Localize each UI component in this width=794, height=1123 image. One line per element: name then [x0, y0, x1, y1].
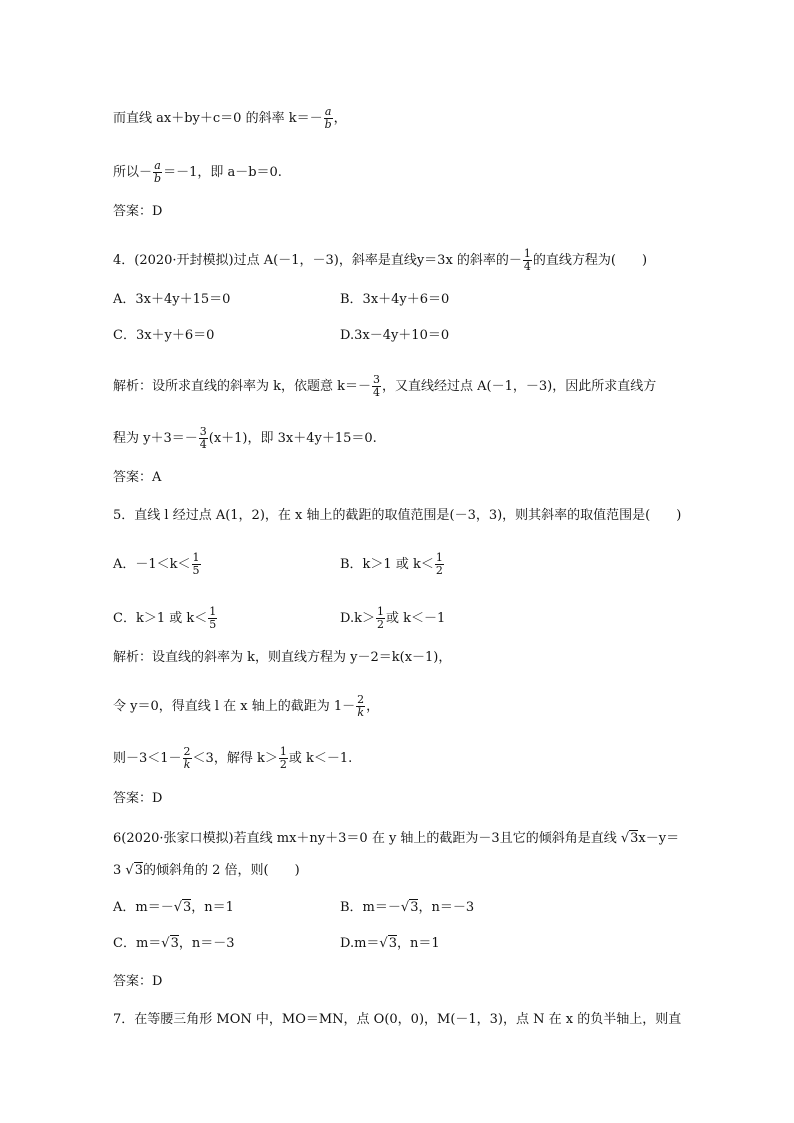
denominator: 2	[376, 618, 384, 631]
sqrt-symbol: √3	[379, 936, 397, 951]
numerator: 1	[435, 551, 443, 564]
solution-line-slope	[113, 106, 347, 131]
text: ，n＝－3	[418, 900, 475, 915]
text: 3	[113, 863, 126, 878]
text: ，	[333, 111, 347, 126]
text: 4．(2020·开封模拟)过点 A(－1，－3)，斜率是直线y＝3x 的斜率的－	[113, 253, 522, 268]
question-6-line1	[113, 831, 679, 847]
option-5a	[113, 552, 202, 577]
denominator: 5	[209, 618, 217, 631]
fraction	[208, 606, 217, 631]
option-4a: A．3x＋4y＋15＝0	[113, 292, 231, 307]
fraction	[324, 106, 333, 131]
text: x－y＝	[638, 831, 680, 846]
text: 则－3＜1－	[113, 751, 182, 766]
fraction	[356, 694, 365, 719]
fraction	[376, 606, 385, 631]
denominator: b	[324, 118, 332, 131]
text: 的倾斜角的 2 倍，则( )	[142, 863, 300, 878]
fraction	[192, 552, 201, 577]
question-5: 5．直线 l 经过点 A(1，2)，在 x 轴上的截距的取值范围是(－3，3)，则其斜率的取值范围是( )	[113, 508, 682, 523]
denominator: 4	[523, 260, 531, 273]
option-6b	[340, 900, 474, 916]
solution-line-conclusion	[113, 160, 282, 185]
option-4b: B．3x＋4y＋6＝0	[340, 292, 450, 307]
option-6c	[113, 936, 235, 952]
question-6-line2	[113, 863, 300, 879]
text: C．k＞1 或 k＜	[113, 611, 208, 626]
numerator: 3	[199, 425, 207, 438]
answer-4: 答案：A	[113, 470, 162, 485]
text: 而直线 ax＋by＋c＝0 的斜率 k＝－	[113, 111, 323, 126]
question-7: 7．在等腰三角形 MON 中，MO＝MN，点 O(0，0)，M(－1，3)，点 N 在 x 的负半轴上，则直	[113, 1012, 682, 1027]
text: ，n＝－3	[178, 936, 235, 951]
text: D.m＝	[340, 936, 380, 951]
answer-3: 答案：D	[113, 204, 163, 219]
fraction	[199, 426, 208, 451]
text: B．k＞1 或 k＜	[340, 557, 434, 572]
sqrt-symbol: √3	[400, 900, 419, 915]
text: ，n＝1	[397, 936, 440, 951]
numerator: 2	[357, 693, 365, 706]
text: A．－1＜k＜	[113, 557, 191, 572]
text: ，	[366, 699, 380, 714]
numerator: a	[154, 159, 161, 172]
denominator: 4	[373, 386, 381, 399]
text: 或 k＜－1.	[288, 751, 353, 766]
denominator: k	[357, 706, 364, 719]
radicand: 3	[410, 900, 419, 915]
solution-4-line2	[113, 426, 377, 451]
text: 的直线方程为( )	[532, 253, 648, 268]
radicand: 3	[388, 936, 397, 951]
answer-6: 答案：D	[113, 974, 163, 989]
option-5b	[340, 552, 445, 577]
text: B．m＝－	[340, 900, 401, 915]
numerator: 1	[376, 605, 384, 618]
sqrt-symbol: √3	[125, 863, 143, 878]
numerator: 1	[209, 605, 217, 618]
numerator: 3	[373, 373, 381, 386]
text: C．m＝	[113, 936, 162, 951]
numerator: 1	[279, 745, 287, 758]
text: (x＋1)，即 3x＋4y＋15＝0.	[208, 431, 377, 446]
sqrt-symbol: √3	[173, 900, 192, 915]
solution-5-line1: 解析：设直线的斜率为 k，则直线方程为 y－2＝k(x－1)，	[113, 650, 452, 665]
numerator: a	[324, 105, 332, 118]
radicand: 3	[134, 863, 143, 878]
fraction	[435, 552, 444, 577]
radicand: 3	[183, 900, 192, 915]
solution-5-line2	[113, 694, 379, 719]
text: A．m＝－	[113, 900, 174, 915]
denominator: 2	[279, 758, 287, 771]
sqrt-symbol: √3	[620, 831, 639, 846]
fraction	[153, 160, 162, 185]
text: ，又直线经过点 A(－1，－3)，因此所求直线方	[382, 379, 657, 394]
radicand: 3	[170, 936, 179, 951]
text: 令 y＝0，得直线 l 在 x 轴上的截距为 1－	[113, 699, 356, 714]
option-6d	[340, 936, 440, 952]
solution-5-line3	[113, 746, 352, 771]
denominator: 5	[192, 564, 200, 577]
denominator: k	[183, 758, 191, 771]
solution-4-line1	[113, 374, 656, 399]
text: ，n＝1	[191, 900, 234, 915]
denominator: b	[154, 172, 162, 185]
text: ＜3，解得 k＞	[192, 751, 278, 766]
numerator: 1	[192, 551, 200, 564]
fraction	[279, 746, 288, 771]
fraction	[372, 374, 381, 399]
text: 所以－	[113, 165, 153, 180]
text: 程为 y＋3＝－	[113, 431, 198, 446]
sqrt-symbol: √3	[161, 936, 179, 951]
option-4d: D.3x－4y＋10＝0	[340, 328, 450, 343]
text: ＝－1，即 a－b＝0.	[163, 165, 282, 180]
text: 解析：设所求直线的斜率为 k，依题意 k＝－	[113, 379, 372, 394]
numerator: 2	[183, 745, 191, 758]
option-5c	[113, 606, 218, 631]
question-4	[113, 248, 647, 273]
fraction	[523, 248, 532, 273]
numerator: 1	[523, 247, 531, 260]
radicand: 3	[630, 831, 639, 846]
option-5d	[340, 606, 445, 631]
option-4c: C．3x＋y＋6＝0	[113, 328, 215, 343]
text: 6(2020·张家口模拟)若直线 mx＋ny＋3＝0 在 y 轴上的截距为－3且它的倾斜角是直线	[113, 831, 621, 846]
text: D.k＞	[340, 611, 375, 626]
denominator: 4	[199, 438, 207, 451]
answer-5: 答案：D	[113, 791, 163, 806]
text: 或 k＜－1	[385, 611, 446, 626]
option-6a	[113, 900, 234, 916]
denominator: 2	[435, 564, 443, 577]
fraction	[183, 746, 192, 771]
